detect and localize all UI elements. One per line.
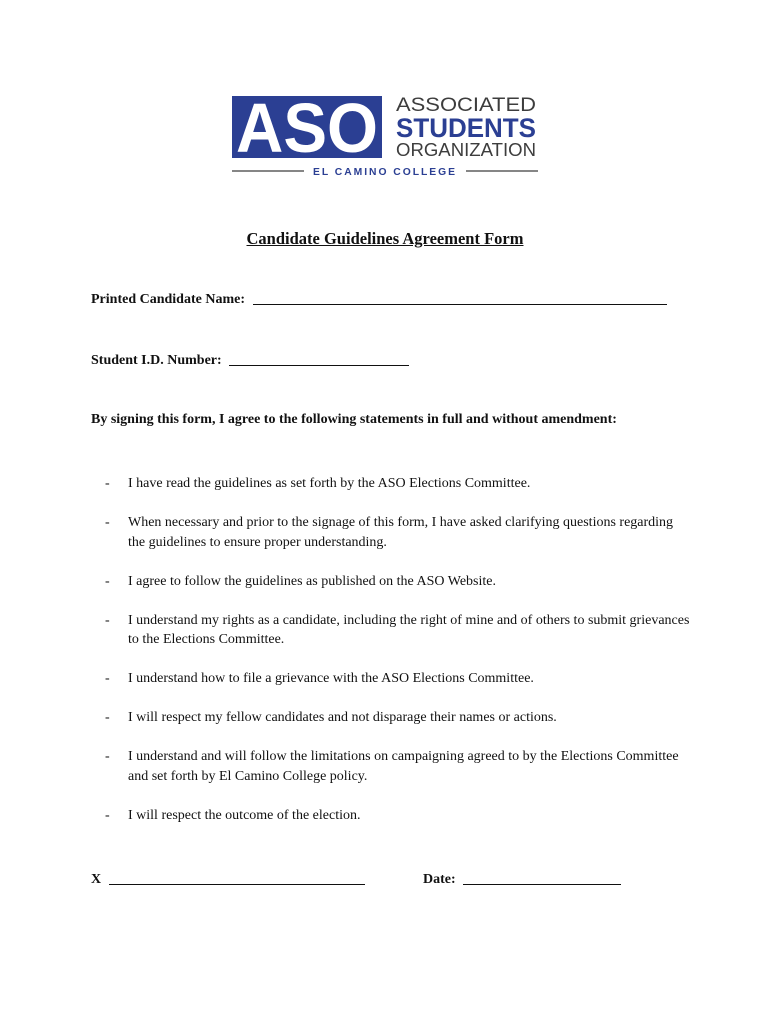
statement-marker: - xyxy=(105,612,110,628)
statement-item xyxy=(91,669,691,689)
statement-item xyxy=(91,513,691,552)
statement-marker: - xyxy=(105,476,110,491)
statement-text: I understand how to file a grievance with the ASO Elections Committee. xyxy=(128,671,534,686)
signature-field[interactable] xyxy=(91,872,365,888)
statement-marker: - xyxy=(105,807,110,823)
statement-text: I understand my rights as a candidate, including the right of mine and of others to submit grievances to the Elections Committee. xyxy=(128,612,690,647)
student-id-blank[interactable] xyxy=(229,364,409,366)
statement-item xyxy=(91,708,691,728)
aso-logo xyxy=(232,94,538,178)
signature-blank[interactable] xyxy=(109,883,365,885)
logo-line-organization: ORGANIZATION xyxy=(396,140,536,160)
logo-initials: ASO xyxy=(236,94,378,167)
logo-line-associated: ASSOCIATED xyxy=(396,95,536,116)
candidate-name-label: Printed Candidate Name: xyxy=(91,292,245,307)
statement-text: When necessary and prior to the signage of this form, I have asked clarifying questions regarding the guidelines to ensure proper understanding. xyxy=(128,515,674,550)
student-id-field[interactable] xyxy=(91,353,409,369)
statement-marker: - xyxy=(105,749,110,764)
statement-item xyxy=(91,747,691,786)
date-blank[interactable] xyxy=(463,883,621,885)
statement-text: I will respect my fellow candidates and not disparage their names or actions. xyxy=(128,710,557,725)
statement-text: I have read the guidelines as set forth by the ASO Elections Committee. xyxy=(128,476,531,491)
signature-marker: X xyxy=(91,872,102,887)
statement-marker: - xyxy=(105,671,110,686)
date-label: Date: xyxy=(423,872,456,887)
statement-text: I agree to follow the guidelines as published on the ASO Website. xyxy=(128,573,496,589)
date-field[interactable] xyxy=(423,872,621,888)
statement-text: I understand and will follow the limitations on campaigning agreed to by the Elections Committee and set forth by El Camino College policy. xyxy=(128,749,679,784)
statement-marker: - xyxy=(105,515,110,530)
candidate-name-blank[interactable] xyxy=(253,303,667,305)
statement-marker: - xyxy=(105,573,110,589)
statement-item xyxy=(91,572,691,592)
statement-item xyxy=(91,611,691,650)
form-title: Candidate Guidelines Agreement Form xyxy=(246,229,524,248)
logo-line-students: STUDENTS xyxy=(396,113,536,143)
statement-marker: - xyxy=(105,710,110,725)
agreement-intro: By signing this form, I agree to the following statements in full and without amendment: xyxy=(91,412,617,427)
statement-item xyxy=(91,474,691,494)
statement-text: I will respect the outcome of the election. xyxy=(128,807,361,823)
student-id-label: Student I.D. Number: xyxy=(91,353,222,368)
candidate-name-field[interactable] xyxy=(91,292,667,308)
statement-item xyxy=(91,806,691,826)
statement-list xyxy=(91,474,691,845)
logo-college-name: EL CAMINO COLLEGE xyxy=(313,166,457,178)
